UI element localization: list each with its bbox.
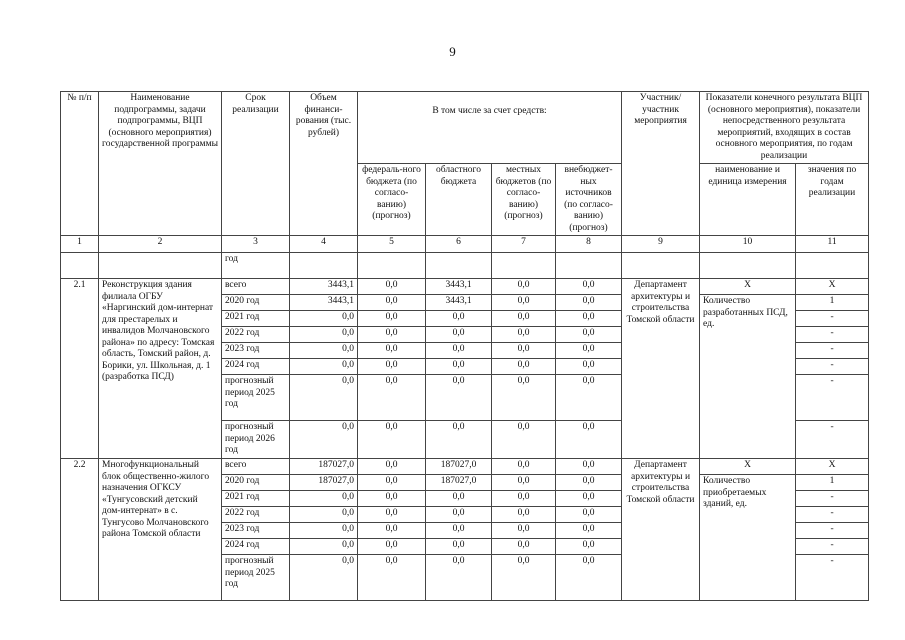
- federal: 0,0: [358, 279, 426, 295]
- volume: 0,0: [290, 375, 358, 421]
- federal: 0,0: [358, 421, 426, 459]
- column-number: 8: [556, 236, 622, 253]
- regional: 0,0: [426, 539, 492, 555]
- period: прогнозный период 2025 год: [222, 375, 290, 421]
- column-number: 4: [290, 236, 358, 253]
- regional: 0,0: [426, 421, 492, 459]
- regional: 0,0: [426, 491, 492, 507]
- offbudget: 0,0: [556, 343, 622, 359]
- local: 0,0: [492, 523, 556, 539]
- federal: 0,0: [358, 491, 426, 507]
- offbudget: 0,0: [556, 539, 622, 555]
- offbudget: 0,0: [556, 523, 622, 539]
- indicator-value: Х: [796, 459, 869, 475]
- local: 0,0: [492, 491, 556, 507]
- header-no: № п/п: [61, 92, 99, 236]
- local: 0,0: [492, 475, 556, 491]
- offbudget: 0,0: [556, 475, 622, 491]
- volume: 187027,0: [290, 459, 358, 475]
- regional: 0,0: [426, 359, 492, 375]
- volume: 3443,1: [290, 295, 358, 311]
- federal: 0,0: [358, 343, 426, 359]
- local: 0,0: [492, 375, 556, 421]
- header-including: В том числе за счет средств:: [358, 92, 622, 164]
- table-cell: [556, 253, 622, 279]
- volume: 0,0: [290, 491, 358, 507]
- table-cell: [426, 253, 492, 279]
- column-number: 6: [426, 236, 492, 253]
- participant: Департамент архитектуры и строительства Томской области: [622, 459, 700, 601]
- period: 2023 год: [222, 343, 290, 359]
- local: 0,0: [492, 555, 556, 601]
- indicator-x: Х: [700, 459, 796, 475]
- offbudget: 0,0: [556, 491, 622, 507]
- column-number: 10: [700, 236, 796, 253]
- federal: 0,0: [358, 311, 426, 327]
- regional: 0,0: [426, 375, 492, 421]
- regional: 0,0: [426, 523, 492, 539]
- indicator-value: 1: [796, 295, 869, 311]
- program-table: [60, 91, 869, 601]
- carry-period: год: [222, 253, 290, 279]
- period: 2021 год: [222, 311, 290, 327]
- local: 0,0: [492, 343, 556, 359]
- volume: 0,0: [290, 523, 358, 539]
- federal: 0,0: [358, 507, 426, 523]
- period: 2024 год: [222, 539, 290, 555]
- table-cell: [358, 253, 426, 279]
- volume: 187027,0: [290, 475, 358, 491]
- period: 2020 год: [222, 475, 290, 491]
- participant: Департамент архитектуры и строительства Томской области: [622, 279, 700, 459]
- offbudget: 0,0: [556, 555, 622, 601]
- table-cell: [492, 253, 556, 279]
- volume: 0,0: [290, 311, 358, 327]
- indicator-value: 1: [796, 475, 869, 491]
- offbudget: 0,0: [556, 375, 622, 421]
- period: 2022 год: [222, 507, 290, 523]
- period: 2020 год: [222, 295, 290, 311]
- regional: 187027,0: [426, 475, 492, 491]
- column-number: 2: [99, 236, 222, 253]
- offbudget: 0,0: [556, 279, 622, 295]
- federal: 0,0: [358, 459, 426, 475]
- table-row: [61, 459, 869, 475]
- offbudget: 0,0: [556, 311, 622, 327]
- indicator-value: -: [796, 311, 869, 327]
- local: 0,0: [492, 359, 556, 375]
- indicator-value: -: [796, 421, 869, 459]
- volume: 0,0: [290, 555, 358, 601]
- indicator-value: -: [796, 523, 869, 539]
- regional: 0,0: [426, 311, 492, 327]
- header-local: местных бюджетов (по согласо-ванию) (прогноз): [492, 164, 556, 236]
- regional: 0,0: [426, 507, 492, 523]
- page-number: 9: [449, 44, 456, 59]
- indicator-value: Х: [796, 279, 869, 295]
- indicator-value: -: [796, 539, 869, 555]
- offbudget: 0,0: [556, 295, 622, 311]
- local: 0,0: [492, 459, 556, 475]
- item-name: Многофункциональный блок общественно-жилого назначения ОГКСУ «Тунгусовский детский дом-интернат» в с. Тунгусово Молчановского района Томской области: [99, 459, 222, 601]
- header-ind-name: наименование и единица измерения: [700, 164, 796, 236]
- period: 2022 год: [222, 327, 290, 343]
- federal: 0,0: [358, 539, 426, 555]
- period: всего: [222, 459, 290, 475]
- header-offbudget: внебюджет-ных источников (по согласо-ванию) (прогноз): [556, 164, 622, 236]
- indicator-value: -: [796, 555, 869, 601]
- local: 0,0: [492, 279, 556, 295]
- federal: 0,0: [358, 359, 426, 375]
- table-cell: [796, 253, 869, 279]
- table-cell: [290, 253, 358, 279]
- period: 2024 год: [222, 359, 290, 375]
- local: 0,0: [492, 295, 556, 311]
- volume: 0,0: [290, 327, 358, 343]
- row-number: 2.1: [61, 279, 99, 459]
- carry-row: [61, 253, 869, 279]
- period: прогнозный период 2026 год: [222, 421, 290, 459]
- local: 0,0: [492, 311, 556, 327]
- indicator-value: -: [796, 359, 869, 375]
- column-number: 3: [222, 236, 290, 253]
- offbudget: 0,0: [556, 327, 622, 343]
- header-name: Наименование подпрограммы, задачи подпрограммы, ВЦП (основного мероприятия) государственной программы: [99, 92, 222, 236]
- period: 2023 год: [222, 523, 290, 539]
- row-number: 2.2: [61, 459, 99, 601]
- federal: 0,0: [358, 375, 426, 421]
- local: 0,0: [492, 327, 556, 343]
- header-federal: федераль-ного бюджета (по согласо-ванию) (прогноз): [358, 164, 426, 236]
- indicator-name: Количество разработанных ПСД, ед.: [700, 295, 796, 459]
- period: прогнозный период 2025 год: [222, 555, 290, 601]
- federal: 0,0: [358, 555, 426, 601]
- table-cell: [61, 253, 99, 279]
- volume: 3443,1: [290, 279, 358, 295]
- volume: 0,0: [290, 421, 358, 459]
- table-row: [61, 279, 869, 295]
- indicator-value: -: [796, 491, 869, 507]
- offbudget: 0,0: [556, 507, 622, 523]
- local: 0,0: [492, 507, 556, 523]
- volume: 0,0: [290, 359, 358, 375]
- local: 0,0: [492, 539, 556, 555]
- indicator-value: -: [796, 327, 869, 343]
- period: всего: [222, 279, 290, 295]
- table-cell: [700, 253, 796, 279]
- column-number: 5: [358, 236, 426, 253]
- federal: 0,0: [358, 295, 426, 311]
- column-number: 11: [796, 236, 869, 253]
- header-regional: областного бюджета: [426, 164, 492, 236]
- header-row: [61, 92, 869, 164]
- regional: 3443,1: [426, 279, 492, 295]
- table-cell: [622, 253, 700, 279]
- federal: 0,0: [358, 327, 426, 343]
- local: 0,0: [492, 421, 556, 459]
- regional: 3443,1: [426, 295, 492, 311]
- offbudget: 0,0: [556, 421, 622, 459]
- table-cell: [99, 253, 222, 279]
- header-indicators: Показатели конечного результата ВЦП (основного мероприятия), показатели непосредственного результата мероприятий, входящих в состав основного мероприятия, по годам реализации: [700, 92, 869, 164]
- column-number-row: [61, 236, 869, 253]
- header-volume: Объем финанси-рования (тыс. рублей): [290, 92, 358, 236]
- regional: 0,0: [426, 327, 492, 343]
- indicator-value: -: [796, 375, 869, 421]
- offbudget: 0,0: [556, 459, 622, 475]
- header-term: Срок реализации: [222, 92, 290, 236]
- federal: 0,0: [358, 523, 426, 539]
- indicator-value: -: [796, 507, 869, 523]
- indicator-name: Количество приобретаемых зданий, ед.: [700, 475, 796, 601]
- period: 2021 год: [222, 491, 290, 507]
- offbudget: 0,0: [556, 359, 622, 375]
- federal: 0,0: [358, 475, 426, 491]
- header-participant: Участник/ участник мероприятия: [622, 92, 700, 236]
- volume: 0,0: [290, 343, 358, 359]
- regional: 0,0: [426, 343, 492, 359]
- column-number: 7: [492, 236, 556, 253]
- indicator-x: Х: [700, 279, 796, 295]
- header-ind-values: значения по годам реализации: [796, 164, 869, 236]
- regional: 0,0: [426, 555, 492, 601]
- column-number: 1: [61, 236, 99, 253]
- column-number: 9: [622, 236, 700, 253]
- item-name: Реконструкция здания филиала ОГБУ «Наргинский дом-интернат для престарелых и инвалидов Молчановского района» по адресу: Томская область, Томский район, д. Борики, ул. Школьная, д. 1 (разработка ПСД): [99, 279, 222, 459]
- regional: 187027,0: [426, 459, 492, 475]
- indicator-value: -: [796, 343, 869, 359]
- volume: 0,0: [290, 539, 358, 555]
- volume: 0,0: [290, 507, 358, 523]
